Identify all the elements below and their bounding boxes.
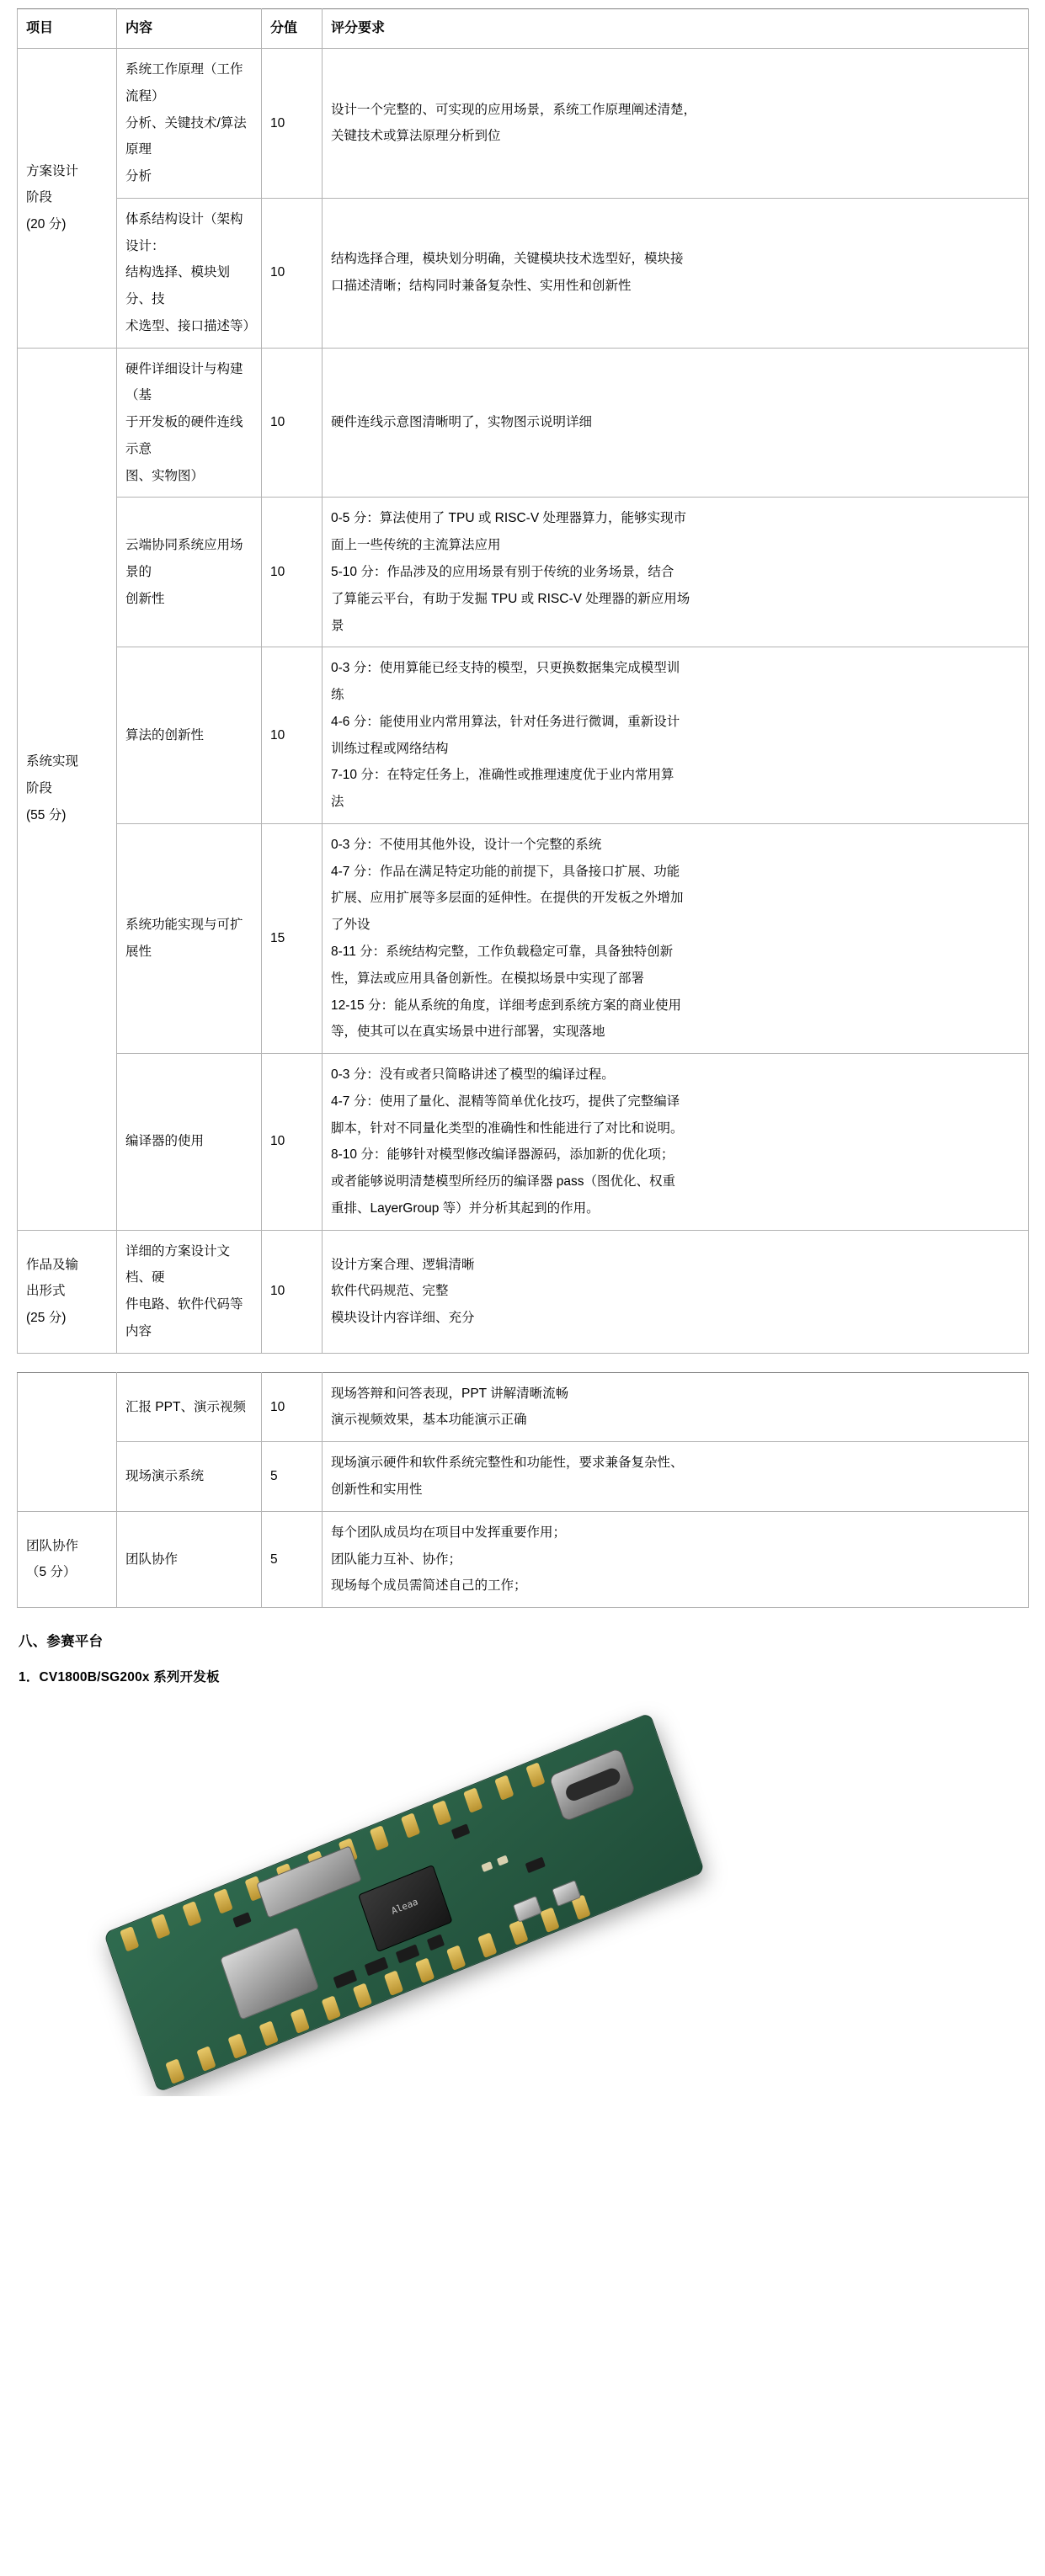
cell-criteria: 0-3 分：没有或者只简略讲述了模型的编译过程。 4-7 分：使用了量化、混精等简单优化技巧，提供了完整编译 脚本，针对不同量化类型的准确性和性能进行了对比和说明。 8-10 分：能够针对模型修改编译器源码，添加新的优化项； 或者能够说明清楚模型所经历的编译器 pass（图优化、权重 重排、LayerGroup 等）并分析其起到的作用。 xyxy=(323,1054,1029,1231)
cell-category: 作品及输 出形式 (25 分) xyxy=(18,1230,117,1353)
cell-content: 云端协同系统应用场景的 创新性 xyxy=(117,498,262,647)
table-row xyxy=(18,1372,1029,1442)
cell-content: 硬件详细设计与构建（基 于开发板的硬件连线示意 图、实物图） xyxy=(117,348,262,498)
cell-content: 体系结构设计（架构设计： 结构选择、模块划分、技 术选型、接口描述等） xyxy=(117,198,262,348)
cell-score: 15 xyxy=(262,823,323,1053)
power-led xyxy=(497,1855,509,1866)
cell-content: 现场演示系统 xyxy=(117,1442,262,1512)
cell-criteria: 硬件连线示意图清晰明了，实物图示说明详细 xyxy=(323,348,1029,498)
cell-content: 系统工作原理（工作流程） 分析、关键技术/算法原理 分析 xyxy=(117,49,262,199)
table-header-row xyxy=(18,9,1029,49)
cell-score: 10 xyxy=(262,1372,323,1442)
column-header-score: 分值 xyxy=(262,9,323,49)
table-header xyxy=(18,9,1029,49)
cell-criteria: 结构选择合理，模块划分明确，关键模块技术选型好，模块接 口描述清晰；结构同时兼备复杂性、实用性和创新性 xyxy=(323,198,1029,348)
boot-button xyxy=(513,1896,542,1923)
pcb-surface xyxy=(104,1714,704,2092)
cell-score: 5 xyxy=(262,1511,323,1607)
table-row xyxy=(18,348,1029,498)
usb-c-connector xyxy=(548,1748,636,1823)
chip-silkscreen-label: Aleaa xyxy=(390,1896,420,1918)
pcb-body xyxy=(104,1712,705,2093)
table-row xyxy=(18,498,1029,647)
table-row xyxy=(18,49,1029,199)
table-body-continued xyxy=(18,1372,1029,1607)
cell-score: 10 xyxy=(262,1054,323,1231)
cell-score: 5 xyxy=(262,1442,323,1512)
cell-content: 编译器的使用 xyxy=(117,1054,262,1231)
cell-criteria: 0-3 分：使用算能已经支持的模型，只更换数据集完成模型训 练 4-6 分：能使用业内常用算法，针对任务进行微调，重新设计 训练过程或网络结构 7-10 分：在特定任务上，准确性或推理速度优于业内常用算 法 xyxy=(323,647,1029,824)
table-body xyxy=(18,49,1029,1354)
table-row xyxy=(18,1230,1029,1353)
cell-content: 系统功能实现与可扩展性 xyxy=(117,823,262,1053)
column-header-item: 项目 xyxy=(18,9,117,49)
cell-score: 10 xyxy=(262,647,323,824)
cell-score: 10 xyxy=(262,49,323,199)
table-row xyxy=(18,1054,1029,1231)
cell-criteria: 设计一个完整的、可实现的应用场景，系统工作原理阐述清楚， 关键技术或算法原理分析到位 xyxy=(323,49,1029,199)
table-row xyxy=(18,823,1029,1053)
table-row xyxy=(18,647,1029,824)
cell-content: 算法的创新性 xyxy=(117,647,262,824)
cell-content: 团队协作 xyxy=(117,1511,262,1607)
development-board-photo xyxy=(0,1700,1045,2096)
board-stage xyxy=(109,1717,867,2079)
status-led xyxy=(481,1861,493,1872)
table-row xyxy=(18,1511,1029,1607)
scoring-rubric-table-continued xyxy=(17,1372,1029,1608)
cell-score: 10 xyxy=(262,198,323,348)
cell-criteria: 0-3 分：不使用其他外设，设计一个完整的系统 4-7 分：作品在满足特定功能的前提下，具备接口扩展、功能 扩展、应用扩展等多层面的延伸性。在提供的开发板之外增加 了外设 8-11 分：系统结构完整，工作负载稳定可靠，具备独特创新 性，算法或应用具备创新性。在模拟场景中实现了部署 12-15 分：能从系统的角度，详细考虑到系统方案的商业使用 等，使其可以在真实场景中进行部署，实现落地 xyxy=(323,823,1029,1053)
cell-category-empty xyxy=(18,1372,117,1511)
shield-can xyxy=(220,1926,319,2020)
section-heading-platform: 八、参赛平台 xyxy=(19,1634,104,1650)
scoring-rubric-table xyxy=(17,8,1029,1354)
column-header-content: 内容 xyxy=(117,9,262,49)
rubric-table-2-wrapper xyxy=(0,1354,1045,1608)
cell-score: 10 xyxy=(262,1230,323,1353)
cell-criteria: 现场答辩和问答表现，PPT 讲解清晰流畅 演示视频效果，基本功能演示正确 xyxy=(323,1372,1029,1442)
cell-category: 系统实现 阶段 (55 分) xyxy=(18,348,117,1230)
cell-score: 10 xyxy=(262,498,323,647)
subsection-heading-board: 1．CV1800B/SG200x 系列开发板 xyxy=(19,1670,220,1685)
cell-score: 10 xyxy=(262,348,323,498)
cell-content: 汇报 PPT、演示视频 xyxy=(117,1372,262,1442)
column-header-criteria: 评分要求 xyxy=(323,9,1029,49)
table-row xyxy=(18,1442,1029,1512)
table-row xyxy=(18,198,1029,348)
cell-category: 团队协作 （5 分） xyxy=(18,1511,117,1607)
cell-criteria: 设计方案合理、逻辑清晰 软件代码规范、完整 模块设计内容详细、充分 xyxy=(323,1230,1029,1353)
cell-category: 方案设计 阶段 (20 分) xyxy=(18,49,117,349)
cell-criteria: 每个团队成员均在项目中发挥重要作用； 团队能力互补、协作； 现场每个成员需简述自己的工作； xyxy=(323,1511,1029,1607)
usb-c-port-opening xyxy=(563,1766,622,1803)
cell-criteria: 0-5 分：算法使用了 TPU 或 RISC-V 处理器算力，能够实现市 面上一些传统的主流算法应用 5-10 分：作品涉及的应用场景有别于传统的业务场景，结合 了算能云平台，有助于发掘 TPU 或 RISC-V 处理器的新应用场 景 xyxy=(323,498,1029,647)
cell-criteria: 现场演示硬件和软件系统完整性和功能性，要求兼备复杂性、 创新性和实用性 xyxy=(323,1442,1029,1512)
cell-content: 详细的方案设计文档、硬 件电路、软件代码等内容 xyxy=(117,1230,262,1353)
